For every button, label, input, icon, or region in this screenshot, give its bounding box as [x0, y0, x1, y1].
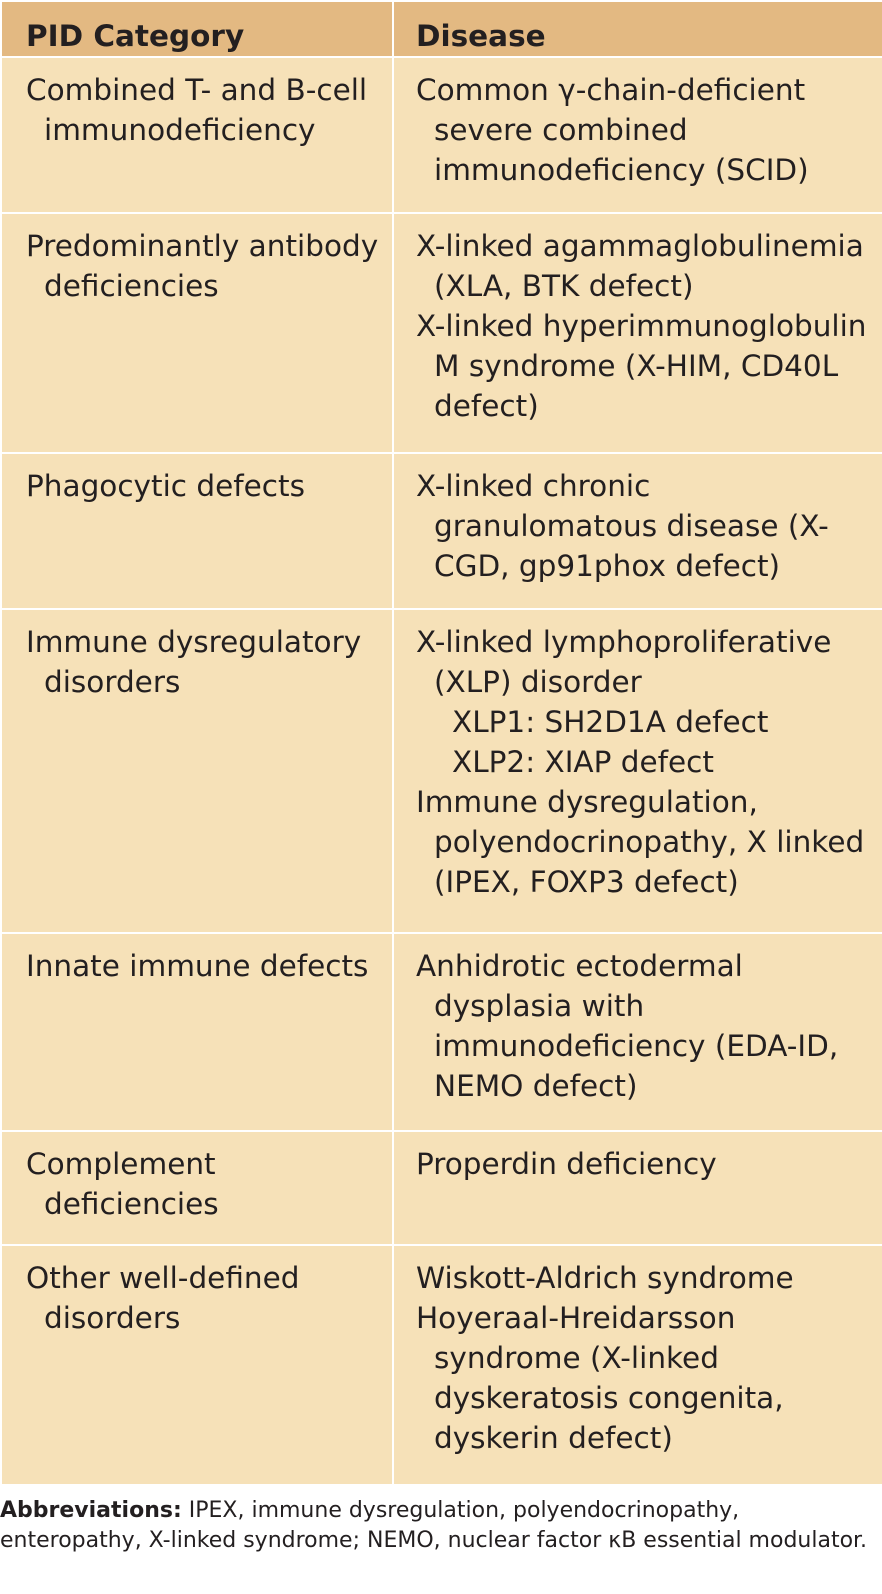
category-text: Innate immune defects	[26, 949, 369, 984]
disease-subentry: XLP2: XIAP defect	[452, 744, 714, 779]
table-row	[1, 213, 882, 453]
category-cell	[1, 933, 393, 1131]
category-cell	[1, 1245, 393, 1485]
footnote-text: IPEX, immune dysregulation, polyendocrinopathy, enteropathy, X-linked syndrome; NEMO, nuclear factor κB essential modulator.	[0, 1498, 868, 1553]
disease-cell	[393, 609, 882, 933]
category-text: Complement deficiencies	[26, 1147, 219, 1222]
table-body	[1, 57, 882, 1485]
table-row	[1, 57, 882, 213]
table-row	[1, 933, 882, 1131]
category-cell	[1, 609, 393, 933]
category-text: Phagocytic defects	[26, 468, 305, 503]
disease-entry: Wiskott-Aldrich syndrome	[416, 1260, 794, 1295]
category-text: Immune dysregulatory disorders	[26, 624, 362, 699]
disease-entry: Common γ-chain-deficient severe combined immunodeficiency (SCID)	[416, 73, 809, 187]
disease-entry: X-linked agammaglobulinemia (XLA, BTK defect)	[416, 228, 864, 303]
category-cell	[1, 1131, 393, 1245]
table-row	[1, 1131, 882, 1245]
category-text: Combined T- and B-cell immunodeficiency	[26, 73, 368, 147]
disease-entry: Anhidrotic ectodermal dysplasia with immunodeficiency (EDA-ID, NEMO defect)	[416, 949, 839, 1104]
header-disease: Disease	[393, 1, 882, 57]
disease-cell	[393, 57, 882, 213]
category-cell	[1, 213, 393, 453]
footnote-label: Abbreviations:	[0, 1498, 182, 1523]
abbreviations-footnote	[0, 1496, 878, 1556]
disease-cell	[393, 1245, 882, 1485]
category-text: Predominantly antibody deficiencies	[26, 228, 379, 303]
disease-cell	[393, 1131, 882, 1245]
disease-entry: Immune dysregulation, polyendocrinopathy, X linked (IPEX, FOXP3 defect)	[416, 784, 865, 899]
table-row	[1, 453, 882, 609]
category-text: Other well-defined disorders	[26, 1260, 300, 1335]
table-header-row	[1, 1, 882, 57]
table-row	[1, 1245, 882, 1485]
disease-subentry: XLP1: SH2D1A defect	[452, 704, 769, 739]
disease-cell	[393, 453, 882, 609]
category-cell	[1, 57, 393, 213]
disease-cell	[393, 213, 882, 453]
disease-cell	[393, 933, 882, 1131]
disease-entry: X-linked lymphoproliferative (XLP) disorder	[416, 624, 832, 699]
category-cell	[1, 453, 393, 609]
disease-entry: X-linked chronic granulomatous disease (X-CGD, gp91phox defect)	[416, 468, 829, 583]
header-pid-category: PID Category	[1, 1, 393, 57]
disease-entry: X-linked hyperimmunoglobulin M syndrome (X-HIM, CD40L defect)	[416, 308, 867, 423]
table-row	[1, 609, 882, 933]
disease-entry: Hoyeraal-Hreidarsson syndrome (X-linked dyskeratosis congenita, dyskerin defect)	[416, 1300, 784, 1455]
disease-entry: Properdin deficiency	[416, 1147, 717, 1182]
